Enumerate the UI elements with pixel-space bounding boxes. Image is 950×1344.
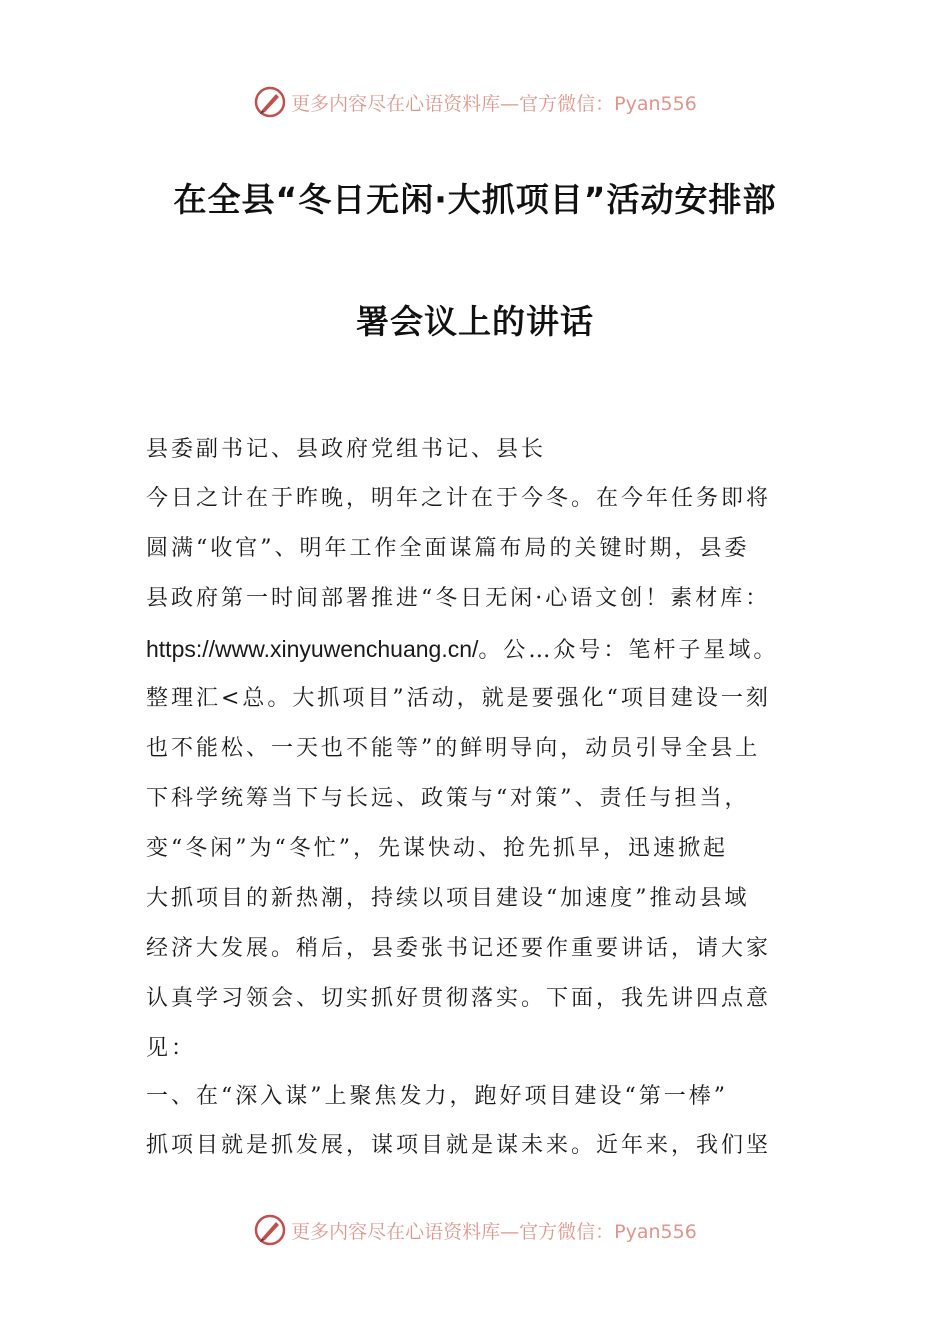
banner-text: 更多内容尽在心语资料库—官方微信：Pyan556 [291, 92, 697, 115]
text-line: 县政府第一时间部署推进“冬日无闲·心语文创！素材库： [146, 586, 771, 611]
author-line: 县委副书记、县政府党组书记、县长 [146, 437, 547, 462]
wechat-id: Pyan556 [614, 1220, 697, 1243]
website-url: https://www.xinyuwenchuang.cn/ [146, 636, 479, 662]
text-line: 整理汇<总。大抓项目”活动，就是要强化“项目建设一刻 [146, 686, 771, 711]
text-line: 抓项目就是抓发展，谋项目就是谋未来。近年来，我们坚 [146, 1133, 772, 1158]
text-line: 也不能松、一天也不能等”的鲜明导向，动员引导全县上 [146, 736, 761, 761]
section-heading-1: 一、在“深入谋”上聚焦发力，跑好项目建设“第一棒” [146, 1084, 728, 1109]
pen-circle-icon [253, 85, 287, 119]
banner-text: 更多内容尽在心语资料库—官方微信：Pyan556 [291, 1220, 697, 1243]
text-line: 见： [146, 1036, 197, 1061]
paragraph-1 [146, 474, 816, 1074]
paragraph-2 [146, 1121, 816, 1171]
text-line: 圆满“收官”、明年工作全面谋篇布局的关键时期，县委 [146, 536, 750, 561]
text-line: 认真学习领会、切实抓好贯彻落实。下面，我先讲四点意 [146, 986, 772, 1011]
document-title-line-2: 署会议上的讲话 [356, 302, 594, 341]
footer-banner [0, 1210, 950, 1250]
text-line: https://www.xinyuwenchuang.cn/。公…众号：笔杆子星域。 [146, 636, 779, 663]
document-title-line-1: 在全县“冬日无闲·大抓项目”活动安排部 [173, 180, 777, 219]
header-banner [0, 82, 950, 122]
wechat-id: Pyan556 [614, 92, 697, 115]
pen-circle-icon [253, 1213, 287, 1247]
text-line: 变“冬闲”为“冬忙”，先谋快动、抢先抓早，迅速掀起 [146, 836, 728, 861]
text-line: 大抓项目的新热潮，持续以项目建设“加速度”推动县域 [146, 886, 750, 911]
text-line: 今日之计在于昨晚，明年之计在于今冬。在今年任务即将 [146, 486, 772, 511]
text-line: 经济大发展。稍后，县委张书记还要作重要讲话，请大家 [146, 936, 772, 961]
text-line: 下科学统筹当下与长远、政策与“对策”、责任与担当， [146, 786, 750, 811]
